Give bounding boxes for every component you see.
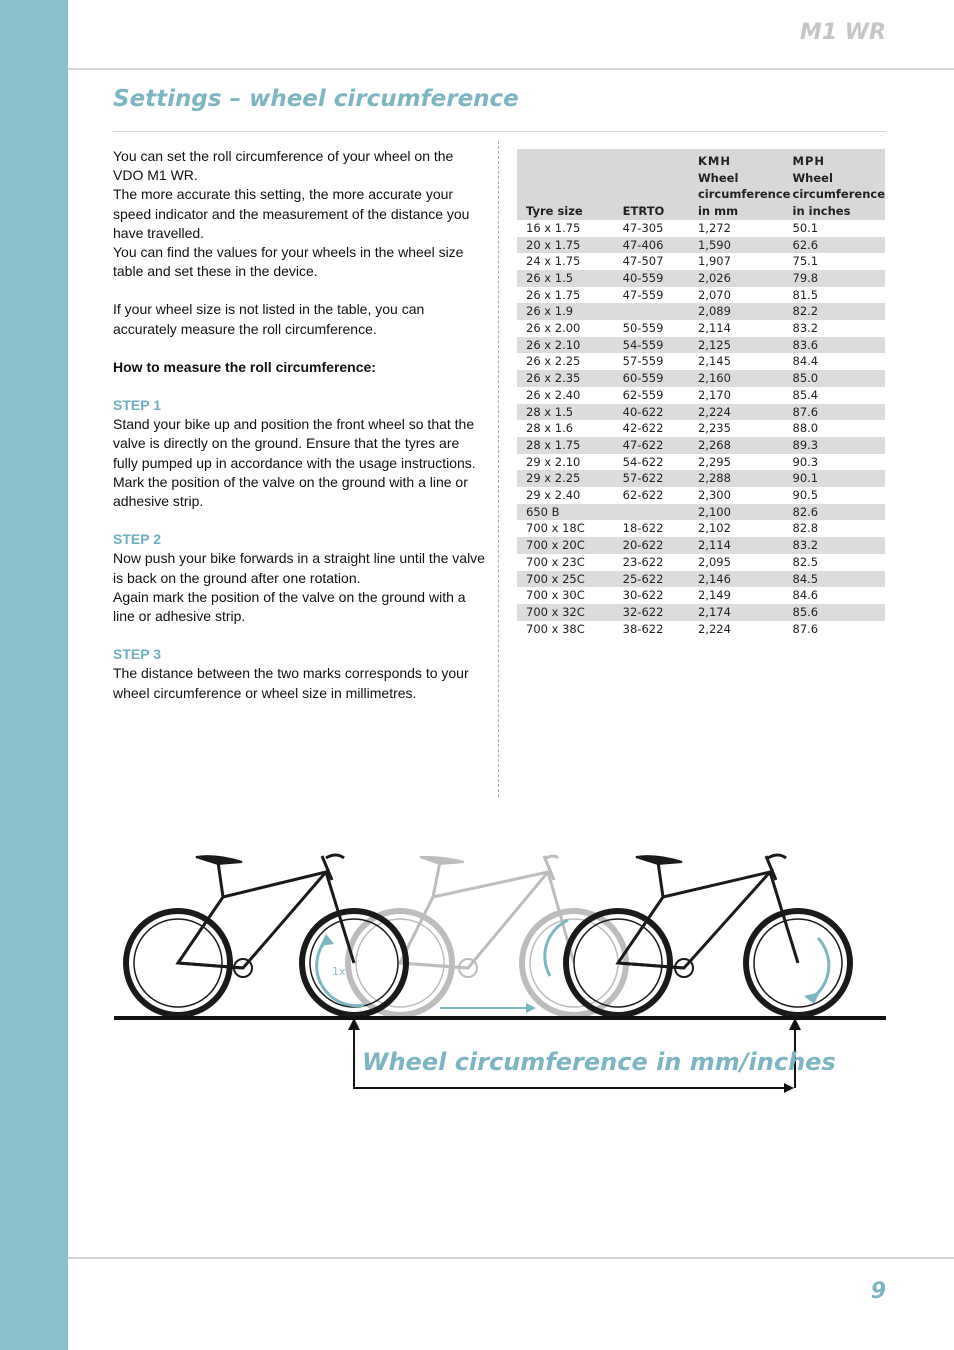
- cell-etrto: 20-622: [614, 537, 698, 554]
- intro-paragraph-4: If your wheel size is not listed in the table, you can accurately measure the roll circumference.: [113, 301, 425, 337]
- cell-tyre-size: 700 x 38C: [517, 621, 614, 638]
- rotation-arrow-icon: [812, 938, 829, 998]
- cell-mph: 83.2: [791, 320, 886, 337]
- sidebar-band: [0, 0, 68, 1350]
- cell-kmh: 1,907: [698, 253, 791, 270]
- cell-tyre-size: 700 x 25C: [517, 571, 614, 588]
- table-body: [517, 220, 885, 638]
- header-mph: [791, 149, 886, 220]
- cell-mph: 81.5: [791, 287, 886, 304]
- cell-etrto: 57-559: [614, 353, 698, 370]
- cell-etrto: [614, 303, 698, 320]
- bike-start-icon: [126, 855, 406, 1015]
- header-tyre-size: Tyre size: [517, 149, 614, 220]
- cell-etrto: [614, 504, 698, 521]
- cell-etrto: 40-622: [614, 404, 698, 421]
- cell-tyre-size: 29 x 2.10: [517, 454, 614, 471]
- intro-paragraph-1: You can set the roll circumference of your wheel on the VDO M1 WR.: [113, 148, 454, 184]
- cell-tyre-size: 26 x 2.35: [517, 370, 614, 387]
- table-header-row: [517, 149, 885, 220]
- cell-etrto: 60-559: [614, 370, 698, 387]
- cell-tyre-size: 700 x 20C: [517, 537, 614, 554]
- cell-kmh: 2,295: [698, 454, 791, 471]
- cell-etrto: 18-622: [614, 520, 698, 537]
- header-kmh-top: KMH: [697, 154, 731, 168]
- cell-etrto: 30-622: [614, 587, 698, 604]
- table-row: [517, 270, 885, 287]
- cell-kmh: 2,149: [698, 587, 791, 604]
- cell-tyre-size: 700 x 30C: [517, 587, 614, 604]
- cell-etrto: 47-507: [614, 253, 698, 270]
- table-row: [517, 437, 885, 454]
- cell-kmh: 2,174: [698, 604, 791, 621]
- cell-mph: 90.1: [791, 470, 886, 487]
- cell-mph: 85.6: [791, 604, 886, 621]
- cell-kmh: 2,224: [698, 404, 791, 421]
- header-kmh: [698, 149, 791, 220]
- cell-mph: 89.3: [791, 437, 886, 454]
- arrowhead-icon: [784, 1083, 794, 1093]
- cell-tyre-size: 28 x 1.75: [517, 437, 614, 454]
- table-row: [517, 537, 885, 554]
- step-2-text-2: Again mark the position of the valve on the ground with a line or adhesive strip.: [113, 588, 466, 625]
- header-mph-l2: Wheel: [792, 170, 833, 185]
- cell-tyre-size: 28 x 1.5: [517, 404, 614, 421]
- step-3-label: STEP 3: [113, 646, 161, 663]
- cell-mph: 83.6: [791, 337, 886, 354]
- cell-etrto: 54-622: [614, 454, 698, 471]
- cell-kmh: 2,235: [698, 420, 791, 437]
- instructions-column: [113, 147, 485, 703]
- cell-tyre-size: 24 x 1.75: [517, 253, 614, 270]
- table-row: [517, 387, 885, 404]
- table-row: [517, 287, 885, 304]
- step-2-text: Now push your bike forwards in a straight line until the valve is back on the ground after one rotation.: [113, 550, 485, 586]
- cell-kmh: 2,300: [698, 487, 791, 504]
- cell-kmh: 2,089: [698, 303, 791, 320]
- cell-mph: 82.8: [791, 520, 886, 537]
- cell-etrto: 40-559: [614, 270, 698, 287]
- column-divider: [498, 141, 499, 797]
- cell-kmh: 2,125: [698, 337, 791, 354]
- cell-tyre-size: 650 B: [517, 504, 614, 521]
- cell-mph: 84.5: [791, 571, 886, 588]
- cell-kmh: 2,146: [698, 571, 791, 588]
- table-row: [517, 303, 885, 320]
- cell-kmh: 2,102: [698, 520, 791, 537]
- cell-etrto: 54-559: [614, 337, 698, 354]
- header-title: M1 WR: [799, 20, 886, 45]
- intro-paragraph-3: You can find the values for your wheels in the wheel size table and set these in the device.: [113, 244, 464, 280]
- cell-etrto: 42-622: [614, 420, 698, 437]
- cell-etrto: 25-622: [614, 571, 698, 588]
- arrowhead-icon: [320, 934, 334, 946]
- table-row: [517, 520, 885, 537]
- cell-kmh: 2,070: [698, 287, 791, 304]
- cell-kmh: 2,288: [698, 470, 791, 487]
- table-row: [517, 454, 885, 471]
- cell-tyre-size: 700 x 18C: [517, 520, 614, 537]
- cell-mph: 87.6: [791, 404, 886, 421]
- table-row: [517, 237, 885, 254]
- header-rule: [68, 68, 954, 70]
- cell-kmh: 2,145: [698, 353, 791, 370]
- cell-tyre-size: 26 x 2.00: [517, 320, 614, 337]
- cell-tyre-size: 26 x 2.10: [517, 337, 614, 354]
- table-row: [517, 504, 885, 521]
- arrowhead-icon: [526, 1003, 536, 1013]
- header-mph-l4: in inches: [792, 204, 851, 219]
- cell-etrto: 38-622: [614, 621, 698, 638]
- cell-kmh: 2,114: [698, 537, 791, 554]
- cell-mph: 84.4: [791, 353, 886, 370]
- circumference-caption: Wheel circumference in mm/inches: [362, 1048, 836, 1076]
- section-title: Settings – wheel circumference: [113, 86, 519, 112]
- cell-mph: 85.4: [791, 387, 886, 404]
- cell-kmh: 2,100: [698, 504, 791, 521]
- table-row: [517, 370, 885, 387]
- intro-paragraph-2: The more accurate this setting, the more accurate your speed indicator and the measurement of the distance you have travelled.: [113, 186, 470, 241]
- table-row: [517, 487, 885, 504]
- cell-mph: 82.2: [791, 303, 886, 320]
- header-etrto: ETRTO: [614, 149, 698, 220]
- wheel-size-table: [517, 149, 885, 637]
- cell-etrto: 57-622: [614, 470, 698, 487]
- cell-kmh: 2,224: [698, 621, 791, 638]
- table-row: [517, 604, 885, 621]
- cell-tyre-size: 16 x 1.75: [517, 220, 614, 237]
- cell-kmh: 1,590: [698, 237, 791, 254]
- cell-tyre-size: 700 x 23C: [517, 554, 614, 571]
- step-2-label: STEP 2: [113, 531, 161, 548]
- footer-rule: [68, 1257, 954, 1259]
- step-1-text: Stand your bike up and position the front wheel so that the valve is directly on the ground. Ensure that the tyres are fully pumped up in accordance with the usage instructions. Mark the position of the valve on the ground with a line or adhesive strip.: [113, 416, 476, 510]
- table-row: [517, 470, 885, 487]
- header-kmh-l4: in mm: [697, 204, 739, 219]
- cell-etrto: 23-622: [614, 554, 698, 571]
- cell-tyre-size: 26 x 1.75: [517, 287, 614, 304]
- cell-kmh: 2,170: [698, 387, 791, 404]
- cell-kmh: 2,114: [698, 320, 791, 337]
- cell-etrto: 50-559: [614, 320, 698, 337]
- page-number: 9: [870, 1279, 886, 1304]
- cell-mph: 90.5: [791, 487, 886, 504]
- cell-mph: 90.3: [791, 454, 886, 471]
- cell-mph: 88.0: [791, 420, 886, 437]
- cell-mph: 75.1: [791, 253, 886, 270]
- cell-mph: 87.6: [791, 621, 886, 638]
- cell-tyre-size: 26 x 2.40: [517, 387, 614, 404]
- cell-mph: 62.6: [791, 237, 886, 254]
- cell-etrto: 47-305: [614, 220, 698, 237]
- cell-etrto: 47-406: [614, 237, 698, 254]
- howto-title: How to measure the roll circumference:: [113, 358, 376, 375]
- cell-etrto: 62-559: [614, 387, 698, 404]
- header-mph-l3: circumference: [792, 187, 885, 202]
- table-row: [517, 554, 885, 571]
- cell-kmh: 2,026: [698, 270, 791, 287]
- cell-kmh: 2,268: [698, 437, 791, 454]
- cell-tyre-size: 28 x 1.6: [517, 420, 614, 437]
- cell-kmh: 1,272: [698, 220, 791, 237]
- section-rule: [113, 131, 886, 132]
- cell-mph: 79.8: [791, 270, 886, 287]
- rotation-label: 1x: [332, 965, 346, 978]
- table-row: [517, 353, 885, 370]
- table-row: [517, 571, 885, 588]
- cell-tyre-size: 20 x 1.75: [517, 237, 614, 254]
- table-row: [517, 404, 885, 421]
- cell-mph: 82.6: [791, 504, 886, 521]
- table-row: [517, 220, 885, 237]
- cell-tyre-size: 29 x 2.25: [517, 470, 614, 487]
- cell-kmh: 2,160: [698, 370, 791, 387]
- cell-etrto: 32-622: [614, 604, 698, 621]
- cell-tyre-size: 700 x 32C: [517, 604, 614, 621]
- cell-mph: 83.2: [791, 537, 886, 554]
- header-mph-top: MPH: [792, 154, 825, 168]
- cell-mph: 82.5: [791, 554, 886, 571]
- cell-tyre-size: 26 x 1.5: [517, 270, 614, 287]
- header-kmh-l3: circumference: [697, 187, 791, 202]
- cell-tyre-size: 29 x 2.40: [517, 487, 614, 504]
- cell-etrto: 47-622: [614, 437, 698, 454]
- cell-mph: 85.0: [791, 370, 886, 387]
- table-row: [517, 420, 885, 437]
- cell-kmh: 2,095: [698, 554, 791, 571]
- table-row: [517, 253, 885, 270]
- table-row: [517, 337, 885, 354]
- cell-mph: 84.6: [791, 587, 886, 604]
- cell-mph: 50.1: [791, 220, 886, 237]
- cell-etrto: 47-559: [614, 287, 698, 304]
- cell-tyre-size: 26 x 2.25: [517, 353, 614, 370]
- table-row: [517, 587, 885, 604]
- table-row: [517, 320, 885, 337]
- step-3-text: The distance between the two marks corresponds to your wheel circumference or wheel size in millimetres.: [113, 665, 469, 701]
- cell-tyre-size: 26 x 1.9: [517, 303, 614, 320]
- cell-etrto: 62-622: [614, 487, 698, 504]
- table-row: [517, 621, 885, 638]
- step-1-label: STEP 1: [113, 397, 161, 414]
- header-kmh-l2: Wheel: [697, 170, 739, 185]
